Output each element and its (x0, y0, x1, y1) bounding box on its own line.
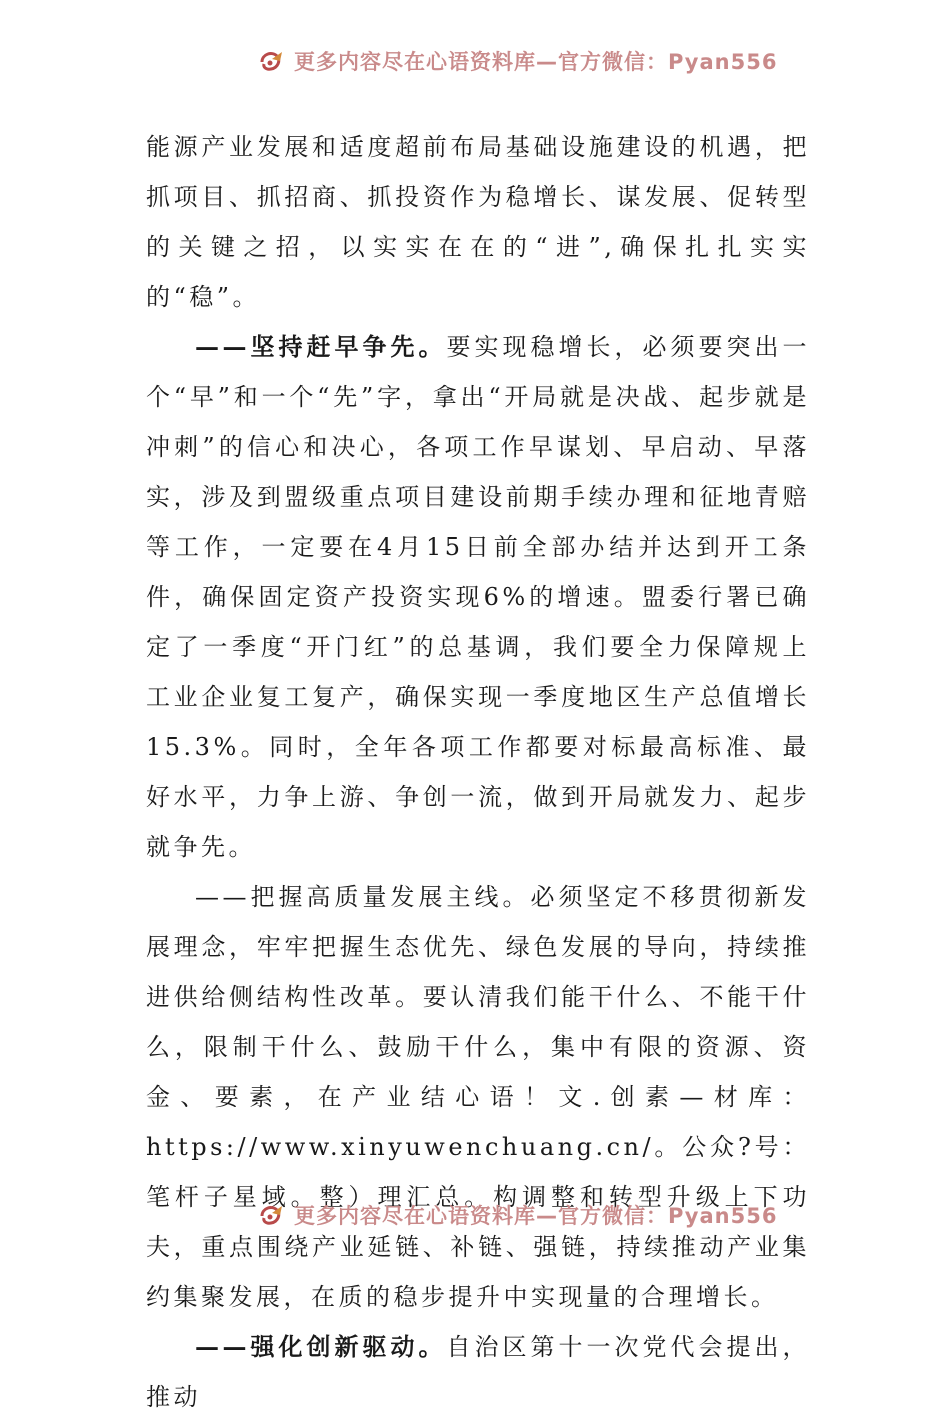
paragraph-2-heading: ——坚持赶早争先。 (195, 332, 447, 361)
paragraph-2-text: 要实现稳增长，必须要突出一个“早”和一个“先”字，拿出“开局就是决战、起步就是冲刺”的信心和决心，各项工作早谋划、早启动、早落实，涉及到盟级重点项目建设前期手续办理和征地青赔等工作，一定要在4月15日前全部办结并达到开工条件，确保固定资产投资实现6%的增速。盟委行署已确定了一季度“开门红”的总基调，我们要全力保障规上工业企业复工复产，确保实现一季度地区生产总值增长15.3%。同时，全年各项工作都要对标最高标准、最好水平，力争上游、争创一流，做到开局就发力、起步就争先。 (146, 333, 810, 861)
watermark-text: 更多内容尽在心语资料库—官方微信：Pyan556 (294, 1204, 778, 1228)
paragraph-3-text: ——把握高质量发展主线。必须坚定不移贯彻新发展理念，牢牢把握生态优先、绿色发展的导向，持续推进供给侧结构性改革。要认清我们能干什么、不能干什么，限制干什么、鼓励干什么，集中有限的资源、资金、要素，在产业结心语！文.创素—材库：https://www.xinyuwenchuang.cn/。公众?号：笔杆子星域。整）理汇总。构调整和转型升级上下功夫，重点围绕产业延链、补链、强链，持续推动产业集约集聚发展，在质的稳步提升中实现量的合理增长。 (146, 883, 810, 1311)
paragraph-4-text: 自治区第十一次党代会提出，推动 (146, 1333, 810, 1411)
paragraph-4-heading: ——强化创新驱动。 (195, 1332, 447, 1361)
brand-logo-icon (258, 1204, 288, 1228)
paragraph-1-text: 能源产业发展和适度超前布局基础设施建设的机遇，把抓项目、抓招商、抓投资作为稳增长、谋发展、促转型的关键之招，以实实在在的“进”,确保扎扎实实的“稳”。 (146, 133, 810, 311)
watermark-header (258, 50, 778, 84)
brand-logo-icon (258, 50, 288, 74)
paragraph-4 (146, 1322, 810, 1422)
paragraph-3 (146, 872, 810, 1322)
paragraph-2 (146, 322, 810, 872)
watermark-footer (258, 1204, 778, 1238)
watermark-text: 更多内容尽在心语资料库—官方微信：Pyan556 (294, 50, 778, 74)
paragraph-1 (146, 122, 810, 322)
